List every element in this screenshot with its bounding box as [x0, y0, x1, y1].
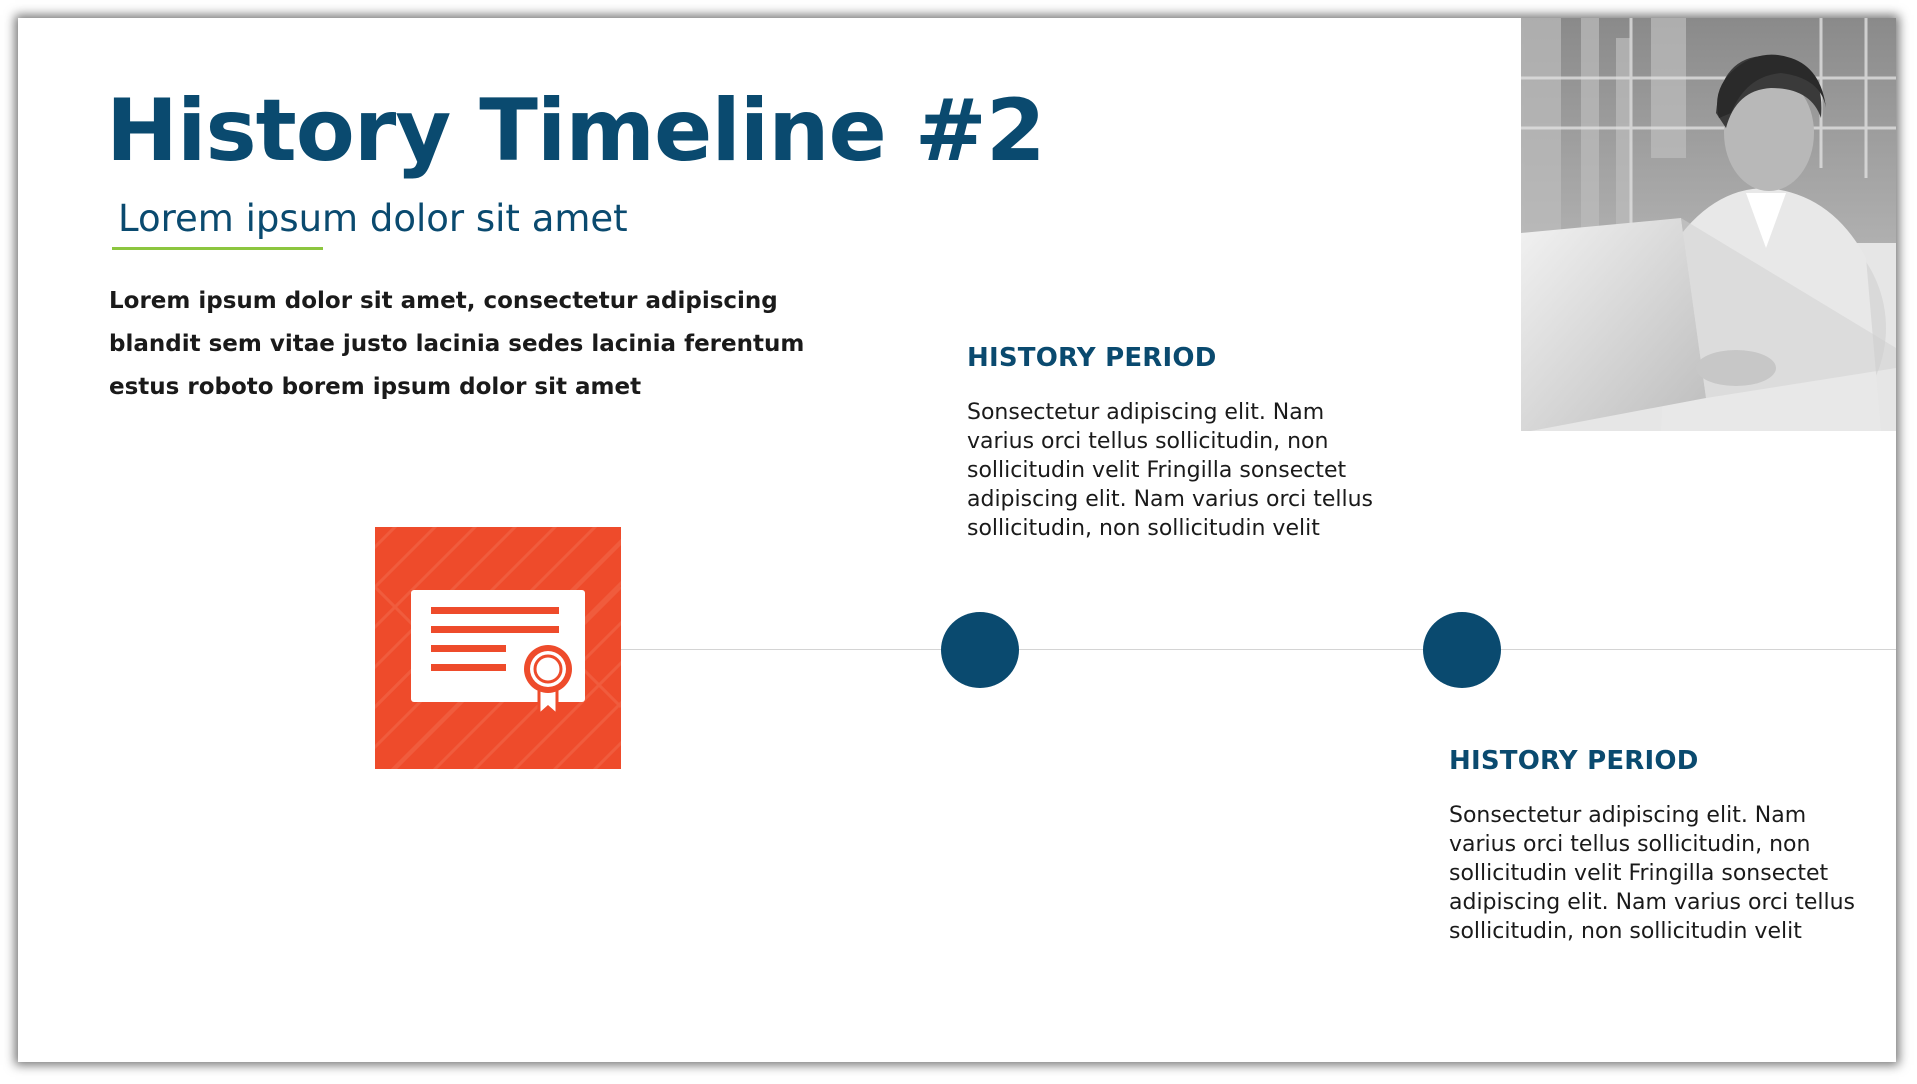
slide [18, 18, 1896, 1062]
accent-divider [112, 247, 323, 250]
certificate-icon [375, 527, 621, 769]
slide-title: History Timeline #2 [106, 81, 1045, 181]
period-text-1: Sonsectetur adipiscing elit. Nam varius orci tellus sollicitudin, non sollicitudin velit Fringilla sonsectet adipiscing elit. Nam varius orci tellus sollicitudin, non sollicitudin velit [967, 400, 1374, 541]
timeline-node-1 [941, 612, 1019, 688]
period-text-2: Sonsectetur adipiscing elit. Nam varius orci tellus sollicitudin, non sollicitudin velit Fringilla sonsectet adipiscing elit. Nam varius orci tellus sollicitudin, non sollicitudin velit [1449, 803, 1856, 944]
slide-subtitle: Lorem ipsum dolor sit amet [118, 197, 628, 240]
person-with-laptop-photo [1521, 18, 1896, 431]
period-heading-2: HISTORY PERIOD [1449, 746, 1699, 776]
timeline-line [618, 649, 1896, 650]
period-heading-1: HISTORY PERIOD [967, 343, 1217, 373]
timeline-node-2 [1423, 612, 1501, 688]
intro-paragraph: Lorem ipsum dolor sit amet, consectetur adipiscing blandit sem vitae justo lacinia sedes lacinia ferentum estus roboto borem ipsum dolor sit amet [109, 288, 805, 400]
